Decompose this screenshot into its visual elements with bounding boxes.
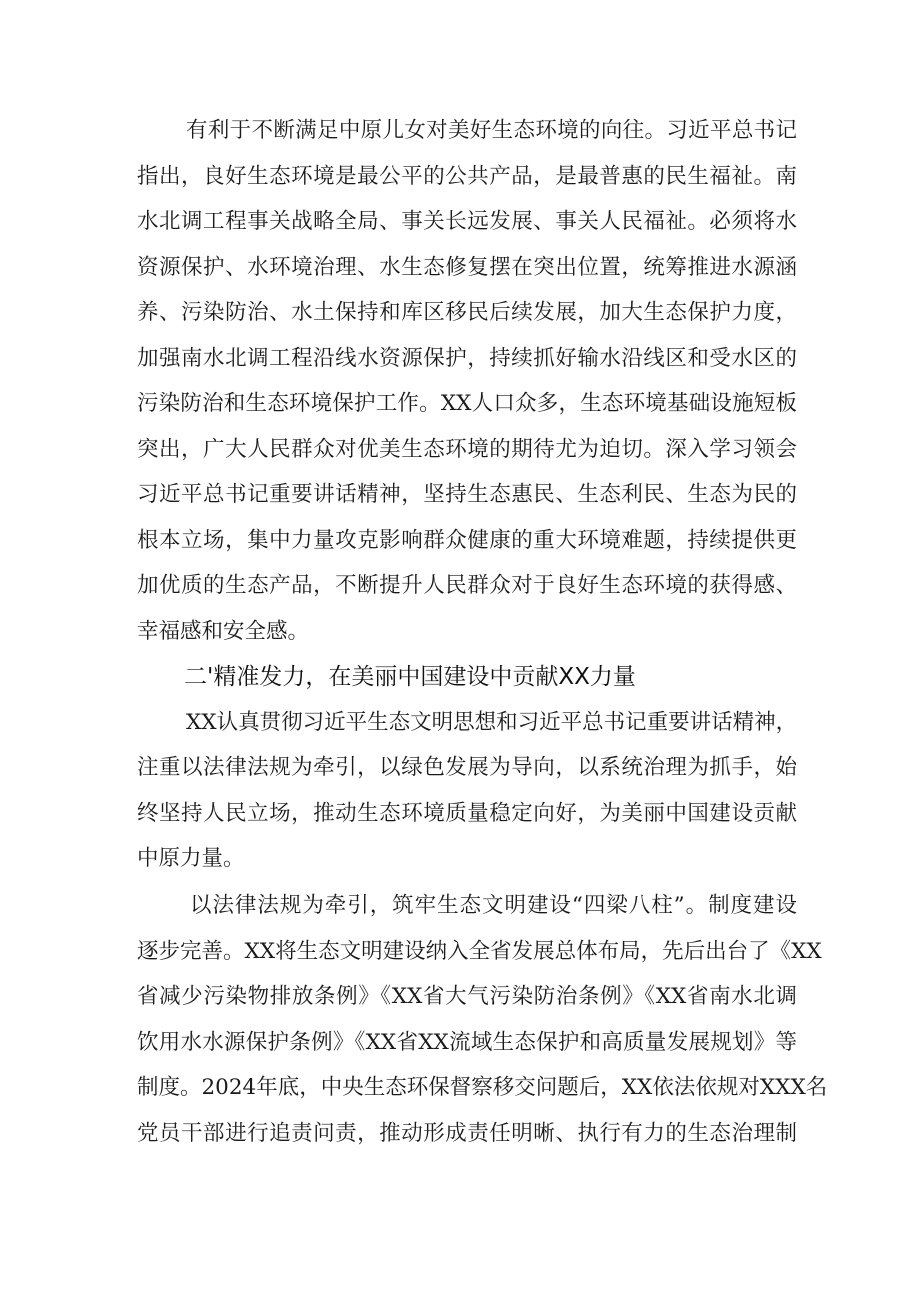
paragraph-2-line-4: 中原力量。	[137, 846, 245, 871]
paragraph-3-line-6: 党员干部进行追责问责，推动形成责任明晰、执行有力的生态治理制	[137, 1121, 797, 1146]
paragraph-3-line-4: 饮用水水源保护条例》《XX省XX流域生态保护和高质量发展规划》等	[137, 1030, 797, 1055]
paragraph-1-line-6: 加强南水北调工程沿线水资源保护，持续抓好输水沿线区和受水区的	[137, 346, 797, 371]
paragraph-1-line-4: 资源保护、水环境治理、水生态修复摆在突出位置，统筹推进水源涵	[137, 255, 797, 280]
section-heading: 二'精准发力，在美丽中国建设中贡献XX力量	[184, 664, 636, 690]
paragraph-1-line-12: 幸福感和安全感。	[137, 619, 310, 644]
paragraph-3-line-5: 制度。2024年底，中央生态环保督察移交问题后，XX依法依规对XXX名	[137, 1075, 828, 1100]
paragraph-3-line-1: 以法律法规为牵引，筑牢生态文明建设“四梁八柱”。制度建设	[190, 893, 797, 918]
paragraph-1-line-8: 突出，广大人民群众对优美生态环境的期待尤为迫切。深入学习领会	[137, 437, 797, 462]
paragraph-3-line-2: 逐步完善。XX将生态文明建设纳入全省发展总体布局，先后出台了《XX	[137, 939, 822, 964]
paragraph-1-line-5: 养、污染防治、水土保持和库区移民后续发展，加大生态保护力度，	[137, 300, 797, 325]
paragraph-1-line-1: 有利于不断满足中原儿女对美好生态环境的向往。习近平总书记	[186, 118, 797, 143]
paragraph-1-line-10: 根本立场，集中力量攻克影响群众健康的重大环境难题，持续提供更	[137, 528, 797, 553]
paragraph-1-line-2: 指出，良好生态环境是最公平的公共产品，是最普惠的民生福祉。南	[137, 164, 797, 189]
paragraph-1-line-7: 污染防治和生态环境保护工作。XX人口众多，生态环境基础设施短板	[137, 391, 797, 416]
paragraph-2-line-2: 注重以法律法规为牵引，以绿色发展为导向，以系统治理为抓手，始	[137, 755, 797, 780]
paragraph-1-line-3: 水北调工程事关战略全局、事关长远发展、事关人民福祉。必须将水	[137, 209, 797, 234]
paragraph-1-line-9: 习近平总书记重要讲话精神，坚持生态惠民、生态利民、生态为民的	[137, 482, 797, 507]
paragraph-1-line-11: 加优质的生态产品，不断提升人民群众对于良好生态环境的获得感、	[137, 573, 797, 598]
paragraph-2-line-3: 终坚持人民立场，推动生态环境质量稳定向好，为美丽中国建设贡献	[137, 801, 797, 826]
paragraph-2-line-1: XX认真贯彻习近平生态文明思想和习近平总书记重要讲话精神，	[186, 710, 798, 735]
paragraph-3-line-3: 省减少污染物排放条例》《XX省大气污染防治条例》《XX省南水北调	[137, 984, 797, 1009]
